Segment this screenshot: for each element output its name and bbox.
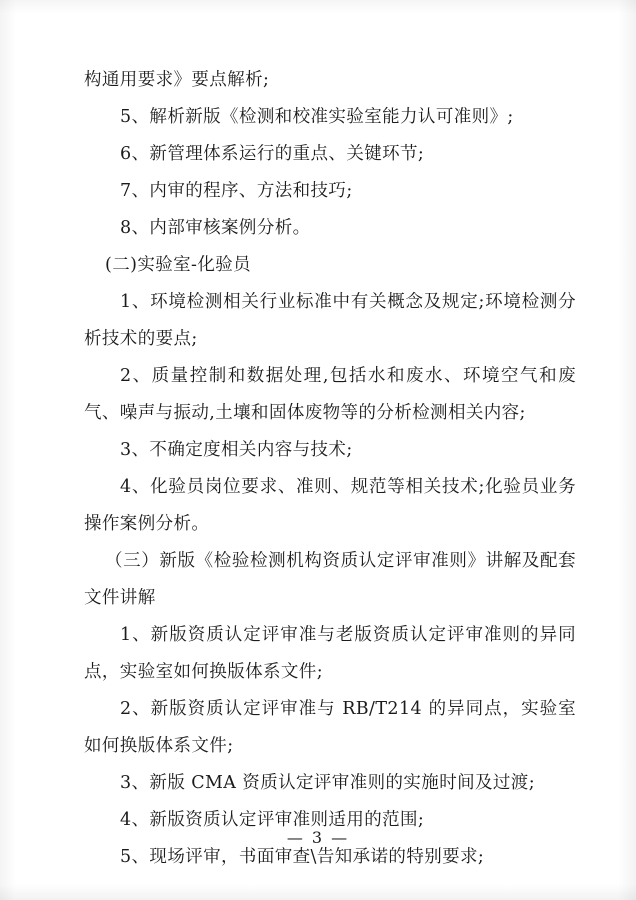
paragraph: 2、新版资质认定评审准与 RB/T214 的异同点，实验室如何换版体系文件; bbox=[84, 699, 576, 756]
document-body bbox=[84, 62, 576, 876]
page-number: — 3 — bbox=[286, 828, 350, 847]
paragraph: 5、解析新版《检测和校准实验室能力认可准则》; bbox=[120, 107, 514, 127]
paragraph: 5、现场评审，书面审查\告知承诺的特别要求; bbox=[120, 847, 485, 867]
paragraph: 构通用要求》要点解析; bbox=[84, 70, 270, 90]
paragraph: 3、不确定度相关内容与技术; bbox=[120, 440, 353, 460]
section-heading: (二)实验室-化验员 bbox=[105, 255, 252, 275]
paragraph: 1、环境检测相关行业标准中有关概念及规定;环境检测分析技术的要点; bbox=[84, 292, 576, 349]
paragraph: 4、化验员岗位要求、准则、规范等相关技术;化验员业务操作案例分析。 bbox=[84, 477, 576, 534]
paragraph: 2、质量控制和数据处理,包括水和废水、环境空气和废气、噪声与振动,土壤和固体废物等的分析检测相关内容; bbox=[84, 366, 576, 423]
paragraph: 8、内部审核案例分析。 bbox=[120, 218, 311, 238]
paragraph: 6、新管理体系运行的重点、关键环节; bbox=[120, 144, 425, 164]
section-heading: （三）新版《检验检测机构资质认定评审准则》讲解及配套文件讲解 bbox=[84, 551, 576, 608]
paragraph: 3、新版 CMA 资质认定评审准则的实施时间及过渡; bbox=[120, 773, 536, 793]
paragraph: 1、新版资质认定评审准与老版资质认定评审准则的异同点，实验室如何换版体系文件; bbox=[84, 625, 576, 682]
paragraph: 7、内审的程序、方法和技巧; bbox=[120, 181, 353, 201]
paragraph: 4、新版资质认定评审准则适用的范围; bbox=[120, 810, 425, 830]
